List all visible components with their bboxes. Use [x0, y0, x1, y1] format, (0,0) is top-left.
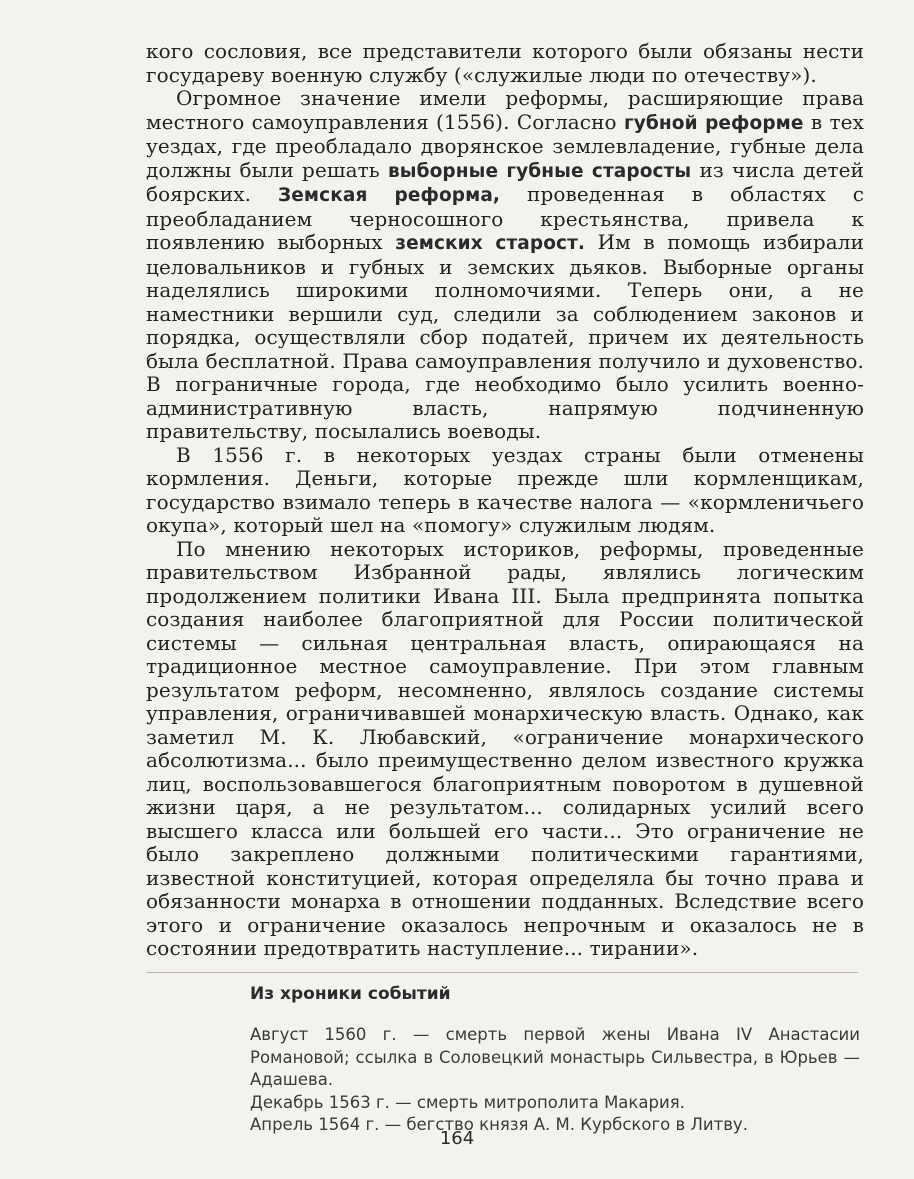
paragraph-text: Огромное значение имели реформы, расширяющие права местного самоуправления (1556). Согласно: [146, 86, 864, 134]
paragraph-reforms: [146, 87, 864, 444]
paragraph-text: По мнению некоторых историков, реформы, проведенные правительством Избранной рады, являлись логическим продолжением политики Ивана III. Была предпринята попытка создания наиболее благоприятной для России политической системы — сильная центральная власть, опирающаяся на традиционное местное самоуправление. При этом главным результатом реформ, несомненно, являлось создание системы управления, ограничивавшей монархическую власть. Однако, как заметил М. К. Любавский, «ограничение монархического абсолютизма... было преимущественно делом известного кружка лиц, воспользовавшегося благоприятным поворотом в душевной жизни царя, а не результатом... солидарных усилий всего высшего класса или большей его части... Это ограничение не было закреплено должными политическими гарантиями, известной конституцией, которая определяла бы точно права и обязанности монарха в отношении подданных. Вследствие всего этого и ограничение оказалось непрочным и оказалось не в состоянии предотвратить наступление... тирании».: [146, 536, 864, 960]
term-gubnaya-reforma: губной реформе: [623, 112, 804, 134]
paragraph-text: из числа детей боярских.: [146, 157, 864, 206]
chronicle-box: [250, 984, 860, 1137]
section-divider: [146, 972, 858, 973]
term-zemskaya-reforma: Земская реформа,: [278, 185, 501, 206]
paragraph-text: в тех уездах, где преобладало дворянское землевладение, губные дела должны были решать: [146, 109, 864, 182]
paragraph-text: Им в помощь избирали целовальников и губных и земских дьяков. Выборные органы наделялись широкими полномочиями. Теперь они, а не наместники вершили суд, следили за соблюдением законов и порядка, осуществляли сбор податей, причем их деятельность была бесплатной. Права самоуправления получило и духовенство. В пограничные города, где необходимо было усилить военно-административную власть, напрямую подчиненную правительству, посылались воеводы.: [146, 230, 864, 443]
chronicle-title: Из хроники событий: [250, 984, 451, 1004]
paragraph-kormleniya: [146, 444, 864, 538]
page-number: 164: [439, 1128, 475, 1149]
term-zemskie-starosty: земских старост.: [395, 233, 586, 254]
paragraph-continuation: [146, 40, 864, 87]
paragraph-historians: [146, 538, 864, 961]
chronicle-entry: Декабрь 1563 г. — смерть митрополита Макария.: [250, 1092, 685, 1112]
chronicle-entry: Апрель 1564 г. — бегство князя А. М. Курбского в Литву.: [250, 1115, 748, 1134]
chronicle-entry: Август 1560 г. — смерть первой жены Ивана IV Анастасии Романовой; ссылка в Соловецкий монастырь Сильвестра, в Юрьев — Адашева.: [250, 1025, 860, 1089]
main-text-block: [146, 40, 864, 961]
paragraph-text: В 1556 г. в некоторых уездах страны были отменены кормления. Деньги, которые прежде шли кормленщикам, государство взимало теперь в качестве налога — «кормленичьего окупа», который шел на «помогу» служилым людям.: [146, 442, 864, 537]
term-gubnye-starosty: выборные губные старосты: [387, 160, 692, 182]
paragraph-text: проведенная в областях с преобладанием черносошного крестьянства, привела к появлению выборных: [146, 182, 865, 254]
paragraph-text: кого сословия, все представители которого были обязаны нести государеву военную службу («служилые люди по отечеству»).: [146, 39, 864, 87]
